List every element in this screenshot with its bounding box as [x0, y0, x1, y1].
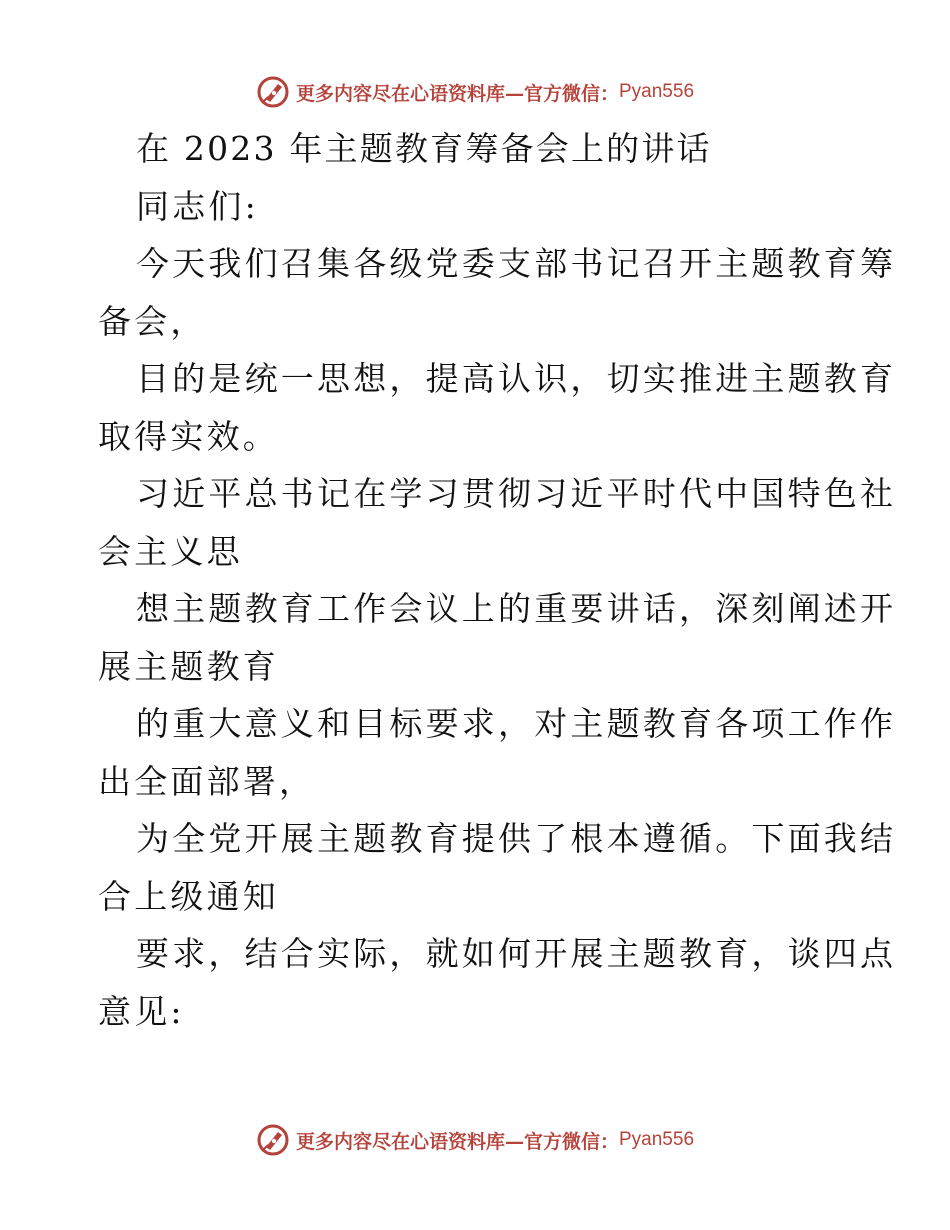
paragraph-line: 目的是统一思想，提高认识，切实推进主题教育 — [136, 359, 897, 398]
watermark-wechat-id: Pyan556 — [619, 81, 695, 102]
watermark-text: 更多内容尽在心语资料库—官方微信： — [295, 82, 619, 105]
salutation: 同志们: — [136, 186, 259, 226]
paragraph-line: 展主题教育 — [98, 646, 279, 686]
pen-nib-logo-icon — [256, 1123, 290, 1157]
paragraph-line: 会主义思 — [98, 531, 243, 571]
paragraph-line: 为全党开展主题教育提供了根本遵循。下面我结 — [136, 819, 897, 858]
paragraph-line: 出全面部署， — [98, 761, 316, 801]
paragraph-line: 习近平总书记在学习贯彻习近平时代中国特色社 — [136, 474, 897, 513]
paragraph-line: 合上级通知 — [98, 876, 279, 916]
document-body — [98, 120, 897, 1040]
paragraph-line: 今天我们召集各级党委支部书记召开主题教育筹 — [136, 244, 897, 283]
header-watermark — [0, 72, 950, 112]
watermark-text: 更多内容尽在心语资料库—官方微信： — [295, 1130, 619, 1153]
paragraph-line: 意见: — [98, 991, 185, 1031]
paragraph-line: 想主题教育工作会议上的重要讲话，深刻阐述开 — [136, 589, 897, 628]
paragraph-line: 备会， — [98, 301, 207, 341]
watermark-wechat-id: Pyan556 — [619, 1129, 695, 1150]
paragraph-line: 取得实效。 — [98, 416, 279, 456]
document-title: 在 2023 年主题教育筹备会上的讲话 — [136, 129, 712, 168]
footer-watermark — [0, 1120, 950, 1160]
paragraph-line: 的重大意义和目标要求，对主题教育各项工作作 — [136, 704, 897, 743]
paragraph-line: 要求，结合实际，就如何开展主题教育，谈四点 — [136, 934, 897, 973]
pen-nib-logo-icon — [256, 75, 290, 109]
